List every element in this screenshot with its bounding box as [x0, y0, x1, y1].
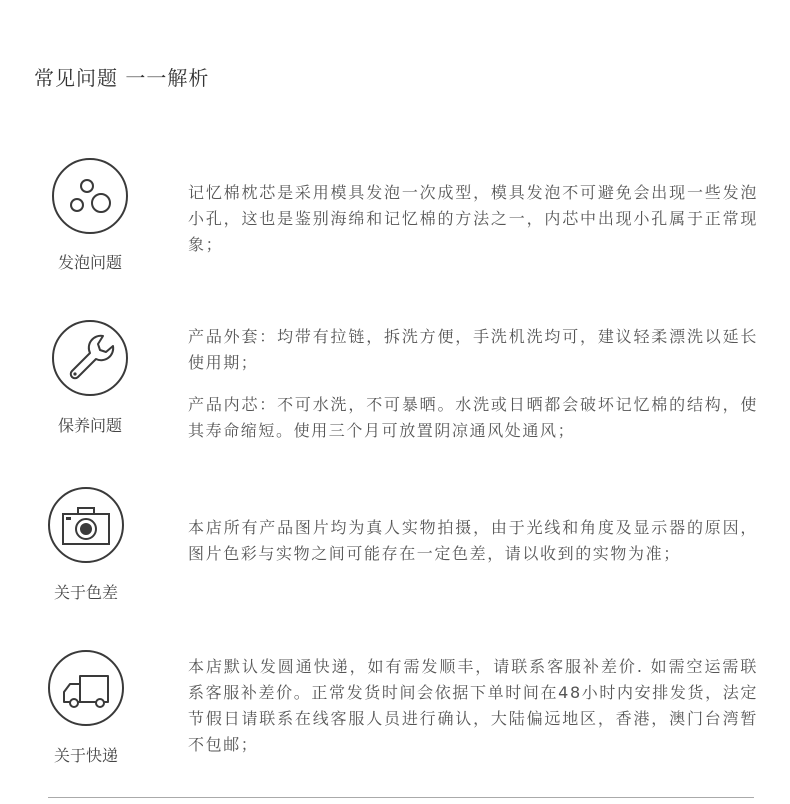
section-text-color [188, 515, 758, 567]
page-title: 常见问题 一一解析 [34, 66, 210, 90]
section-text-care [188, 324, 758, 444]
wrench-icon [52, 320, 128, 396]
section-text-shipping [188, 654, 758, 758]
bottom-divider [48, 797, 754, 798]
paragraph: 本店默认发圆通快递，如有需发顺丰，请联系客服补差价. 如需空运需联系客服补差价。正常发货时间会依据下单时间在48小时内安排发货，法定节假日请联系在线客服人员进行确认，大陆偏远地区，香港，澳门台湾暂不包邮； [188, 657, 758, 754]
section-label-care: 保养问题 [57, 416, 122, 435]
paragraph: 产品内芯：不可水洗，不可暴晒。水洗或日晒都会破坏记忆棉的结构，使其寿命缩短。使用三个月可放置阴凉通风处通风； [188, 395, 758, 440]
section-label-foam: 发泡问题 [57, 253, 122, 272]
paragraph: 产品外套：均带有拉链，拆洗方便，手洗机洗均可，建议轻柔漂洗以延长使用期； [188, 327, 758, 372]
section-label-shipping: 关于快递 [53, 746, 118, 765]
bubbles-icon [52, 158, 128, 234]
camera-icon [48, 487, 124, 563]
paragraph: 本店所有产品图片均为真人实物拍摄，由于光线和角度及显示器的原因，图片色彩与实物之间可能存在一定色差，请以收到的实物为准； [188, 518, 758, 563]
paragraph: 记忆棉枕芯是采用模具发泡一次成型，模具发泡不可避免会出现一些发泡小孔，这也是鉴别海绵和记忆棉的方法之一，内芯中出现小孔属于正常现象； [188, 183, 758, 254]
section-text-foam [188, 180, 758, 258]
section-label-color: 关于色差 [53, 583, 118, 602]
truck-icon [48, 650, 124, 726]
